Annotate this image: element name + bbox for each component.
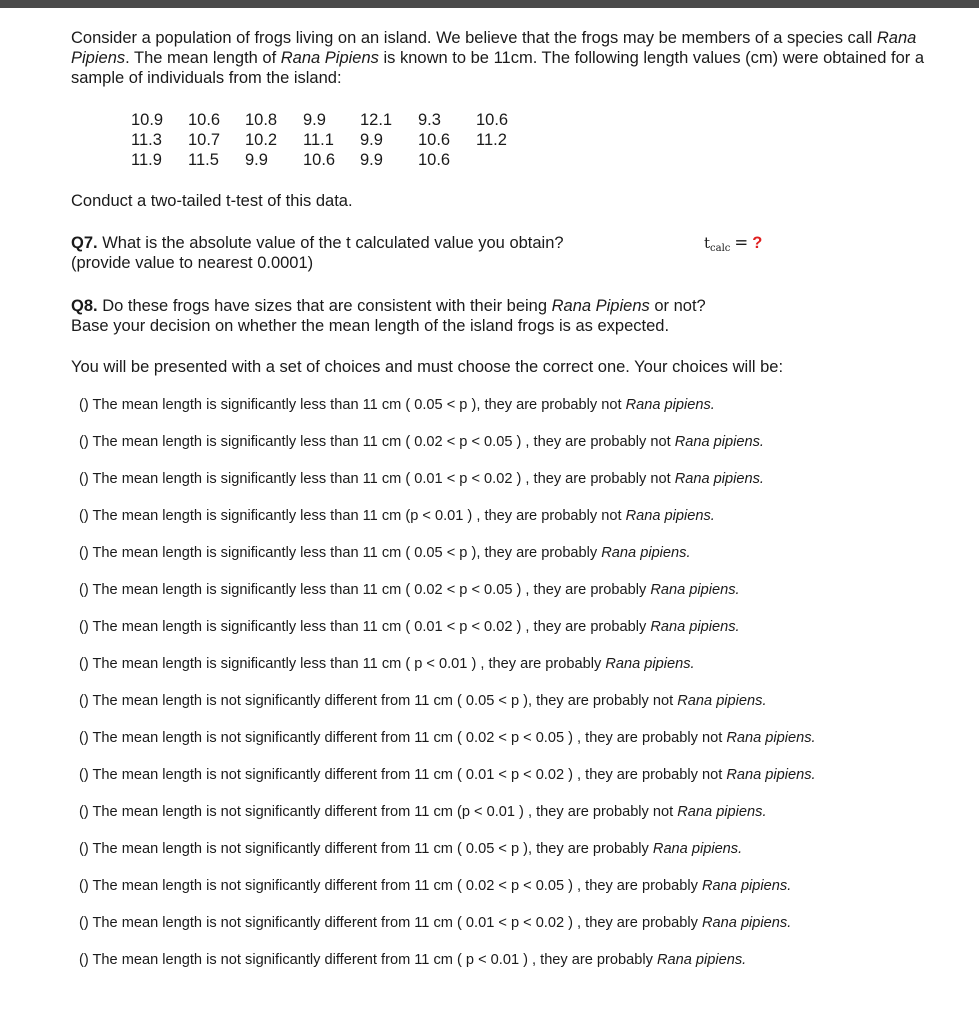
data-cell: 10.6 — [476, 111, 509, 129]
choice-species: Rana pipiens. — [605, 656, 695, 672]
data-row — [131, 130, 526, 150]
choice-species: Rana pipiens. — [677, 804, 767, 820]
data-cell: 10.7 — [188, 131, 221, 149]
data-cell: 11.5 — [188, 151, 219, 169]
data-cell: 10.8 — [245, 111, 278, 129]
choice-species: Rana pipiens. — [677, 693, 767, 709]
choice-species: Rana pipiens. — [726, 730, 816, 746]
choice-text: () The mean length is not significantly different from 11 cm ( p < 0.01 ) , they are probably — [79, 952, 657, 968]
answer-choice[interactable] — [79, 395, 816, 432]
length-data-table — [131, 110, 526, 170]
data-cell: 10.6 — [418, 151, 451, 169]
data-cell: 10.6 — [303, 151, 336, 169]
choice-species: Rana pipiens. — [674, 471, 764, 487]
answer-choice[interactable] — [79, 802, 816, 839]
answer-choice[interactable] — [79, 654, 816, 691]
document-page — [71, 28, 951, 376]
choice-species: Rana pipiens. — [726, 767, 816, 783]
answer-choice[interactable] — [79, 580, 816, 617]
tcalc-answer[interactable] — [704, 233, 762, 259]
answer-choice[interactable] — [79, 432, 816, 469]
data-row — [131, 150, 526, 170]
data-cell: 10.9 — [131, 111, 164, 129]
q7-note: (provide value to nearest 0.0001) — [71, 254, 314, 272]
data-cell: 11.3 — [131, 131, 162, 149]
choice-species: Rana pipiens. — [625, 508, 715, 524]
answer-choice[interactable] — [79, 691, 816, 728]
choice-text: () The mean length is significantly less than 11 cm (p < 0.01 ) , they are probably not — [79, 508, 626, 524]
choice-species: Rana pipiens. — [702, 915, 792, 931]
q7-text: What is the absolute value of the t calculated value you obtain? — [97, 234, 564, 252]
question-8 — [71, 296, 706, 336]
q8-species: Rana Pipiens — [551, 297, 650, 315]
choice-text: () The mean length is not significantly different from 11 cm ( 0.02 < p < 0.05 ) , they are probably — [79, 878, 702, 894]
answer-choice[interactable] — [79, 765, 816, 802]
data-cell: 11.2 — [476, 131, 507, 149]
choice-text: () The mean length is not significantly different from 11 cm ( 0.05 < p ), they are probably — [79, 841, 653, 857]
intro-text-3: is known to be 11cm. The following length values (cm) were obtained for a sample of individuals from the island: — [71, 49, 925, 87]
intro-species-1: Rana Pipiens — [71, 29, 917, 67]
data-cell: 11.1 — [303, 131, 334, 149]
q8-text-1: Do these frogs have sizes that are consistent with their being — [97, 297, 552, 315]
choice-text: () The mean length is not significantly different from 11 cm ( 0.05 < p ), they are probably not — [79, 693, 678, 709]
choice-text: () The mean length is not significantly different from 11 cm (p < 0.01 ) , they are probably not — [79, 804, 678, 820]
q8-label: Q8. — [71, 297, 98, 315]
data-cell: 9.9 — [245, 151, 268, 169]
choice-text: () The mean length is significantly less than 11 cm ( 0.01 < p < 0.02 ) , they are probably not — [79, 471, 675, 487]
q8-line-2: Base your decision on whether the mean length of the island frogs is as expected. — [71, 317, 670, 335]
choice-species: Rana pipiens. — [656, 952, 747, 968]
choice-text: () The mean length is not significantly different from 11 cm ( 0.01 < p < 0.02 ) , they are probably — [79, 915, 702, 931]
tcalc-subscript: calc — [710, 243, 731, 254]
data-cell: 9.9 — [360, 131, 383, 149]
choice-text: () The mean length is significantly less than 11 cm ( 0.02 < p < 0.05 ) , they are probably not — [79, 434, 675, 450]
choice-text: () The mean length is significantly less than 11 cm ( p < 0.01 ) , they are probably — [79, 656, 606, 672]
q8-text-2: or not? — [649, 297, 706, 315]
conduct-instruction: Conduct a two-tailed t-test of this data. — [71, 192, 353, 210]
question-7 — [71, 233, 631, 273]
choice-species: Rana pipiens. — [625, 397, 715, 413]
intro-paragraph — [71, 28, 951, 88]
data-cell: 9.3 — [418, 111, 441, 129]
answer-choice[interactable] — [79, 617, 816, 654]
choice-text: () The mean length is not significantly different from 11 cm ( 0.01 < p < 0.02 ) , they are probably not — [79, 767, 727, 783]
answer-choice[interactable] — [79, 543, 816, 580]
choice-species: Rana pipiens. — [702, 878, 792, 894]
data-cell: 11.9 — [131, 151, 162, 169]
data-cell: 10.6 — [418, 131, 451, 149]
tcalc-placeholder[interactable]: ? — [752, 234, 763, 252]
choice-text: () The mean length is significantly less than 11 cm ( 0.05 < p ), they are probably not — [79, 397, 626, 413]
answer-choice[interactable] — [79, 839, 816, 876]
answer-choice[interactable] — [79, 469, 816, 506]
data-cell: 10.6 — [188, 111, 221, 129]
choices-intro: You will be presented with a set of choices and must choose the correct one. Your choices will be: — [71, 358, 784, 376]
answer-choices-list — [79, 395, 816, 987]
choice-text: () The mean length is not significantly different from 11 cm ( 0.02 < p < 0.05 ) , they are probably not — [79, 730, 727, 746]
answer-choice[interactable] — [79, 876, 816, 913]
intro-species-2: Rana Pipiens — [280, 49, 379, 67]
data-row — [131, 110, 526, 130]
q7-label: Q7. — [71, 234, 98, 252]
tcalc-symbol: t — [704, 234, 711, 252]
top-border-bar — [0, 0, 979, 8]
intro-text-2: . The mean length of — [125, 49, 281, 67]
data-cell: 12.1 — [360, 111, 393, 129]
choice-text: () The mean length is significantly less than 11 cm ( 0.05 < p ), they are probably — [79, 545, 602, 561]
data-cell: 9.9 — [303, 111, 326, 129]
data-cell — [476, 150, 526, 170]
data-cell: 10.2 — [245, 131, 278, 149]
answer-choice[interactable] — [79, 913, 816, 950]
data-cell: 9.9 — [360, 151, 383, 169]
answer-choice[interactable] — [79, 506, 816, 543]
choice-species: Rana pipiens. — [652, 841, 743, 857]
choice-species: Rana pipiens. — [601, 545, 691, 561]
choice-text: () The mean length is significantly less than 11 cm ( 0.02 < p < 0.05 ) , they are probably — [79, 582, 651, 598]
choice-species: Rana pipiens. — [674, 434, 764, 450]
answer-choice[interactable] — [79, 950, 816, 987]
choice-species: Rana pipiens. — [650, 619, 740, 635]
choice-text: () The mean length is significantly less than 11 cm ( 0.01 < p < 0.02 ) , they are probably — [79, 619, 651, 635]
choice-species: Rana pipiens. — [650, 582, 740, 598]
tcalc-equals: = — [734, 233, 749, 252]
intro-text-1: Consider a population of frogs living on an island. We believe that the frogs may be members of a species call — [71, 29, 877, 47]
answer-choice[interactable] — [79, 728, 816, 765]
